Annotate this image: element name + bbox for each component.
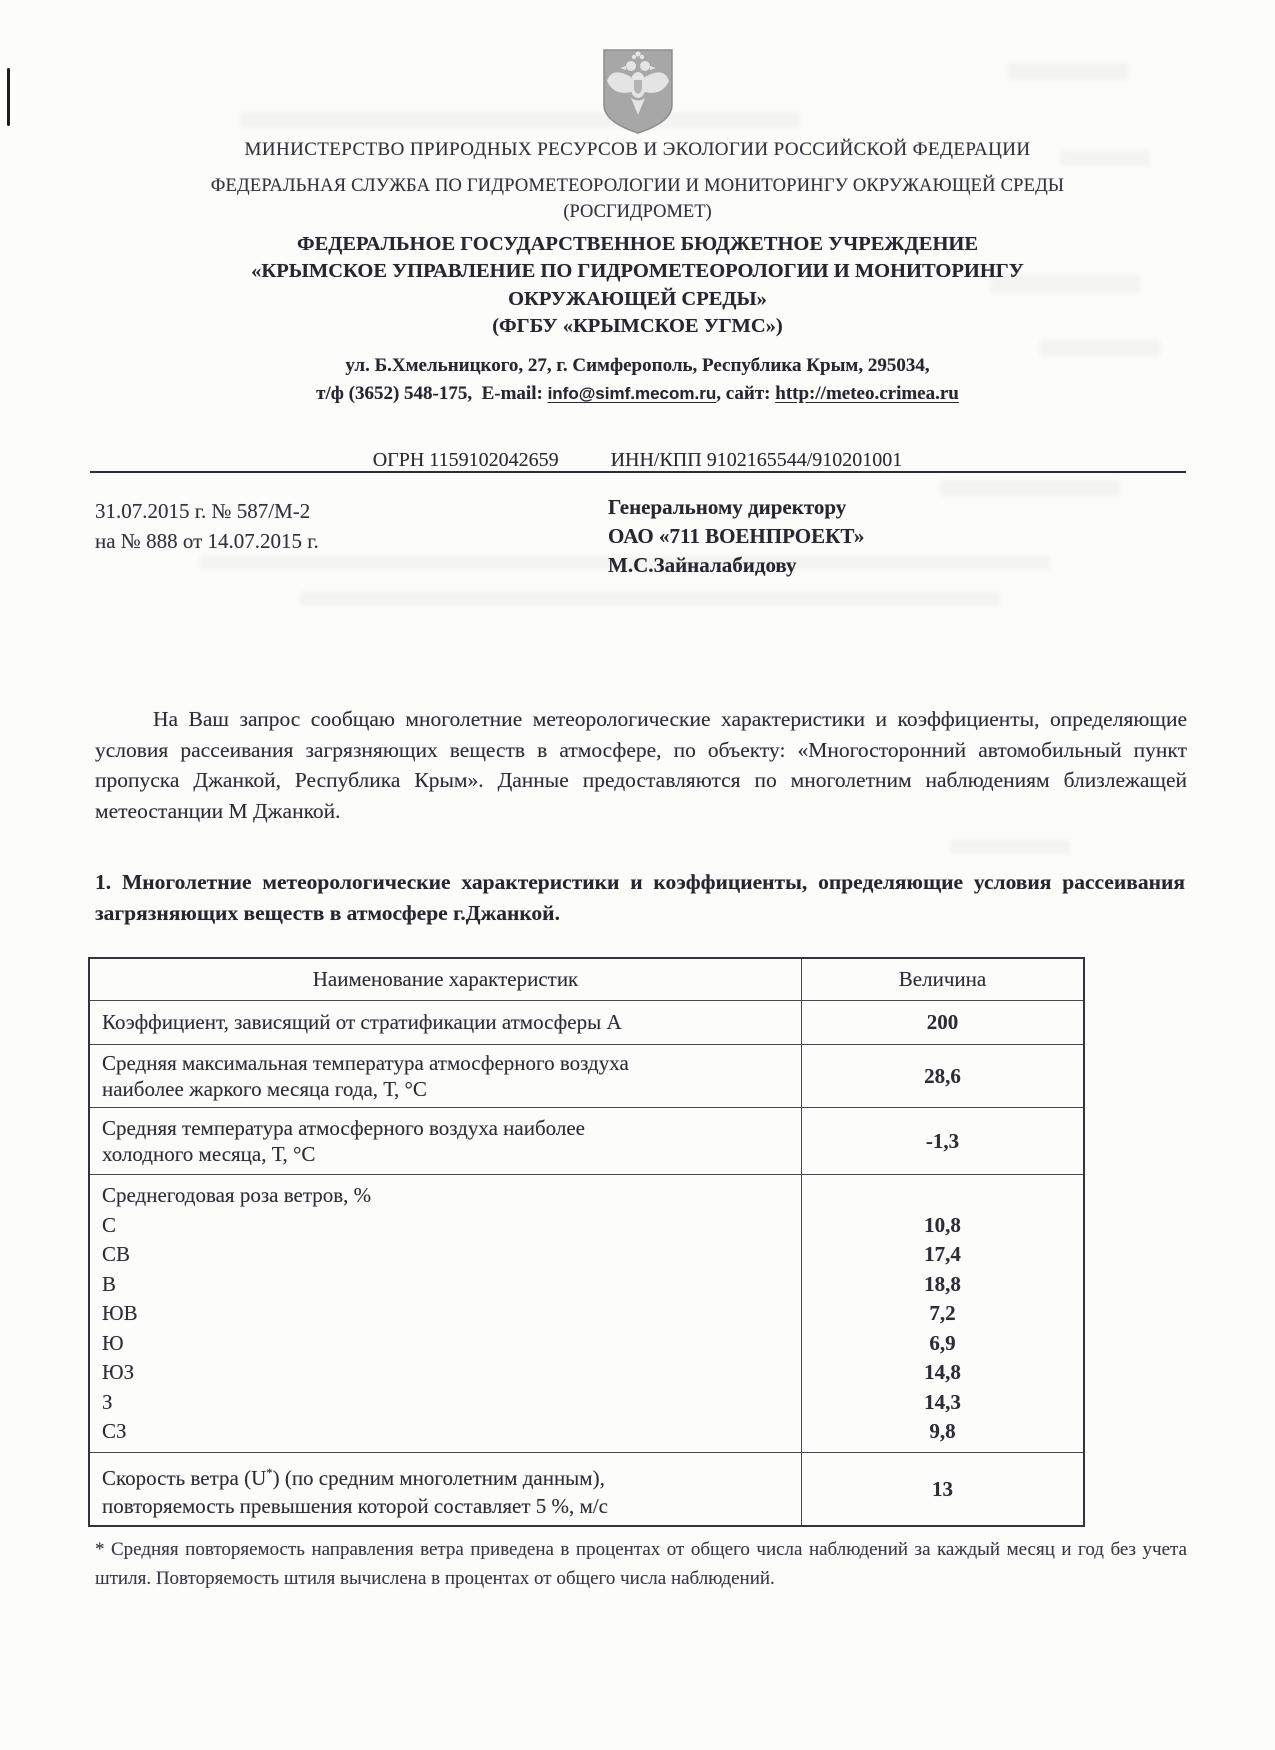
inn-kpp-number: ИНН/КПП 9102165544/910201001 xyxy=(610,449,903,471)
email-label: E-mail: xyxy=(481,382,543,404)
bleed-through-artifact xyxy=(1008,62,1128,80)
characteristic-value: 28,6 xyxy=(924,1063,961,1088)
wind-rose-directions xyxy=(90,1175,802,1452)
phone-number: т/ф (3652) 548-175, xyxy=(316,382,473,404)
wind-speed-text: Скорость ветра (U xyxy=(102,1465,267,1490)
table-header-row xyxy=(90,959,1083,1000)
phone-email-site-line xyxy=(0,380,1275,408)
meteo-characteristics-table xyxy=(88,957,1085,1527)
ogrn-number: ОГРН 1159102042659 xyxy=(372,449,559,471)
addressee-company: ОАО «711 ВОЕНПРОЕКТ» xyxy=(608,524,865,548)
wind-direction: С xyxy=(102,1212,117,1237)
federal-service-abbr: (РОСГИДРОМЕТ) xyxy=(563,202,712,222)
characteristic-name-line: повторяемость превышения которой составляет 5 %, м/с xyxy=(102,1493,608,1518)
postal-address: ул. Б.Хмельницкого, 27, г. Симферополь, Республика Крым, 295034, xyxy=(345,355,930,376)
wind-direction-value: 10,8 xyxy=(924,1212,961,1237)
wind-speed-text: ) (по средним многолетним данным), xyxy=(272,1465,605,1490)
wind-direction: ЮЗ xyxy=(102,1360,135,1384)
footnote xyxy=(95,1536,1187,1593)
email-address: info@simf.mecom.ru xyxy=(547,383,717,403)
footnote-text: Средняя повторяемость направления ветра приведена в процентах от общего числа наблюдений за каждый месяц и год без учета штиля. Повторяемость штиля вычислена в процентах от общего числа наблюдений. xyxy=(95,1539,1187,1589)
wind-direction-value: 17,4 xyxy=(924,1242,961,1266)
characteristic-name-line: Средняя максимальная температура атмосферного воздуха xyxy=(102,1051,629,1075)
ministry-name: МИНИСТЕРСТВО ПРИРОДНЫХ РЕСУРСОВ И ЭКОЛОГИИ РОССИЙСКОЙ ФЕДЕРАЦИИ xyxy=(244,139,1031,160)
wind-rose-value-spacer xyxy=(802,1181,1083,1211)
section-heading: 1. Многолетние метеорологические характеристики и коэффициенты, определяющие условия рассеивания загрязняющих веществ в атмосфере г.Джанкой. xyxy=(95,870,1185,925)
asterisk-superscript: * xyxy=(266,1465,273,1480)
table-row xyxy=(90,1107,1083,1174)
wind-direction-value: 9,8 xyxy=(929,1419,956,1443)
organization-abbr: (ФГБУ «КРЫМСКОЕ УГМС») xyxy=(492,315,783,338)
organization-name-block xyxy=(0,231,1275,341)
footnote-marker: * xyxy=(95,1539,105,1560)
characteristic-value: 200 xyxy=(926,1010,959,1034)
letter-date-number: 31.07.2015 г. № 587/М-2 xyxy=(95,499,311,523)
wind-direction: ЮВ xyxy=(102,1301,138,1325)
organization-name-line: ОКРУЖАЮЩЕЙ СРЕДЫ» xyxy=(508,287,767,310)
registration-numbers-line xyxy=(0,449,1275,472)
scan-ink-mark xyxy=(7,68,10,126)
characteristic-name: Коэффициент, зависящий от стратификации атмосферы А xyxy=(90,1001,802,1044)
bleed-through-artifact xyxy=(950,840,1070,854)
characteristic-name-line: холодного месяца, Т, °С xyxy=(102,1142,316,1166)
bleed-through-artifact xyxy=(240,112,800,128)
wind-direction: СВ xyxy=(102,1242,131,1266)
characteristic-value: 13 xyxy=(932,1476,953,1501)
website-url: http://meteo.crimea.ru xyxy=(775,382,959,404)
bleed-through-artifact xyxy=(940,480,1120,496)
wind-rose-label: Среднегодовая роза ветров, % xyxy=(102,1183,372,1207)
characteristic-value: -1,3 xyxy=(925,1128,960,1153)
characteristic-name-line: наиболее жаркого месяца года, Т, °С xyxy=(102,1077,427,1101)
table-row xyxy=(90,1044,1083,1107)
site-label: , сайт: xyxy=(716,382,771,404)
wind-direction: З xyxy=(102,1389,113,1414)
addressee-person: М.С.Зайналабидову xyxy=(608,553,797,577)
wind-direction: Ю xyxy=(102,1330,124,1355)
organization-name-line: «КРЫМСКОЕ УПРАВЛЕНИЕ ПО ГИДРОМЕТЕОРОЛОГИИ И МОНИТОРИНГУ xyxy=(251,260,1024,283)
letterhead-divider xyxy=(90,471,1186,473)
addressee-position: Генеральному директору xyxy=(608,495,847,519)
wind-direction-value: 18,8 xyxy=(924,1271,961,1296)
bleed-through-artifact xyxy=(300,592,1000,606)
wind-direction-value: 6,9 xyxy=(929,1330,956,1355)
table-row xyxy=(90,1000,1083,1044)
characteristic-name xyxy=(90,1045,802,1107)
letter-body-paragraph: На Ваш запрос сообщаю многолетние метеорологические характеристики и коэффициенты, определяющие условия рассеивания загрязняющих веществ в атмосфере, по объекту: «Многосторонний автомобильный пункт пропуска Джанкой, Республика Крым». Данные предоставляются по многолетним наблюдениям близлежащей метеостанции М Джанкой. xyxy=(95,707,1187,823)
characteristic-name-line xyxy=(102,1459,789,1492)
characteristic-name xyxy=(90,1108,802,1174)
column-header-value: Величина xyxy=(898,967,987,991)
wind-rose-values xyxy=(802,1175,1083,1452)
wind-direction: СЗ xyxy=(102,1419,127,1443)
characteristic-name xyxy=(90,1453,802,1525)
characteristic-name-line: Средняя температура атмосферного воздуха наиболее xyxy=(102,1116,585,1140)
reply-reference: на № 888 от 14.07.2015 г. xyxy=(95,529,319,553)
wind-direction-value: 14,8 xyxy=(924,1360,961,1384)
federal-service-name: ФЕДЕРАЛЬНАЯ СЛУЖБА ПО ГИДРОМЕТЕОРОЛОГИИ И МОНИТОРИНГУ ОКРУЖАЮЩЕЙ СРЕДЫ xyxy=(210,176,1065,196)
contact-block xyxy=(0,352,1275,407)
wind-rose-row xyxy=(90,1174,1083,1452)
outgoing-reference-block xyxy=(95,496,319,556)
wind-speed-row xyxy=(90,1452,1083,1525)
wind-direction: В xyxy=(102,1271,117,1296)
organization-name-line: ФЕДЕРАЛЬНОЕ ГОСУДАРСТВЕННОЕ БЮДЖЕТНОЕ УЧРЕЖДЕНИЕ xyxy=(296,233,979,255)
column-header-name: Наименование характеристик xyxy=(90,959,802,1000)
wind-direction-value: 7,2 xyxy=(929,1301,956,1325)
addressee-block xyxy=(608,493,864,580)
coat-of-arms-icon xyxy=(598,47,678,140)
wind-direction-value: 14,3 xyxy=(924,1389,961,1414)
